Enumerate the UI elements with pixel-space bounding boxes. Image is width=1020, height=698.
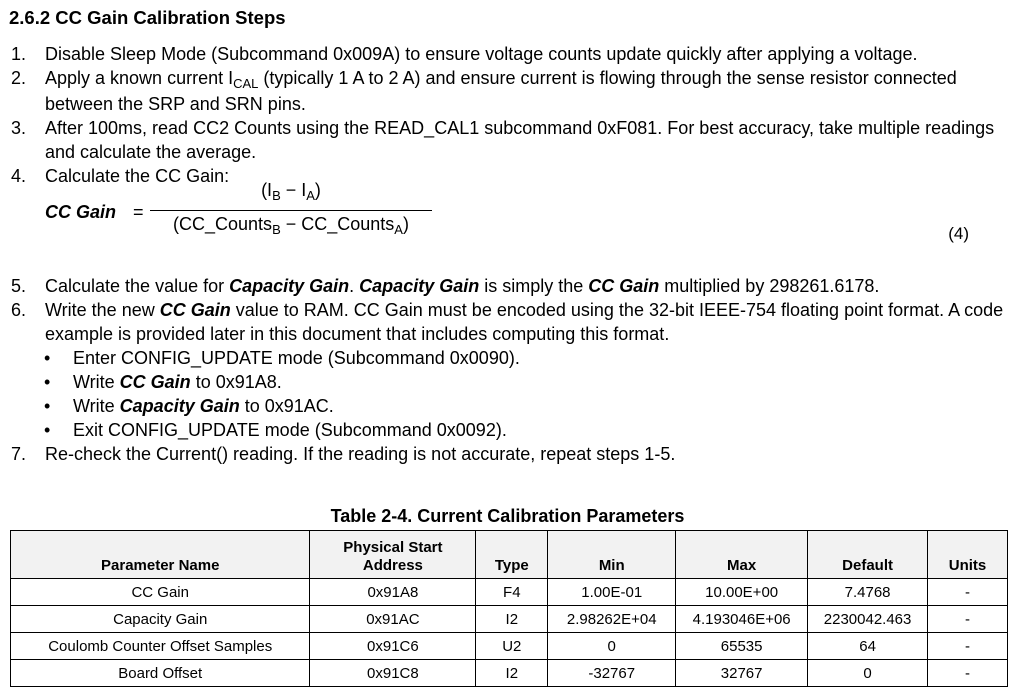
bullet-text-cont: to 0x91AC.: [239, 396, 334, 416]
step-text-cont: value to RAM. CC Gain must be encoded using the 32-bit IEEE-754 floating point format. A code example is provided later in this document that includes computing this format.: [45, 300, 1004, 344]
table-cell: 10.00E+00: [676, 579, 808, 606]
step-text: Write the new: [45, 300, 160, 320]
table-cell: 0: [548, 633, 676, 660]
den-sub-a: A: [394, 222, 403, 237]
current-subscript: CAL: [233, 76, 259, 91]
num-close: ): [314, 180, 321, 200]
table-cell: CC Gain: [11, 579, 310, 606]
den-close: ): [402, 214, 409, 234]
numerator: [150, 180, 432, 201]
table-cell: 1.00E-01: [548, 579, 676, 606]
column-header: Units: [928, 531, 1008, 579]
table-row: [11, 579, 1008, 606]
table-cell: 64: [808, 633, 928, 660]
den-sub-b: B: [272, 222, 281, 237]
bullet-text: Enter CONFIG_UPDATE mode (Subcommand 0x0090).: [73, 348, 520, 368]
column-header: Min: [548, 531, 676, 579]
column-header: Parameter Name: [11, 531, 310, 579]
table-cell: I2: [476, 660, 548, 687]
step-3: [0, 116, 1015, 164]
step-6: [0, 298, 1015, 346]
bullet-icon: •: [44, 420, 51, 440]
table-cell: 0x91A8: [310, 579, 476, 606]
table-cell: -: [928, 579, 1008, 606]
table-cell: U2: [476, 633, 548, 660]
equals-sign: =: [133, 202, 144, 222]
step-number: 7.: [11, 444, 27, 464]
step-number: 3.: [11, 118, 27, 138]
bullet-item: [0, 418, 1015, 442]
step-5: [0, 274, 1015, 298]
den-open: (CC_Counts: [173, 214, 273, 234]
capacity-gain-term: Capacity Gain: [359, 276, 480, 296]
num-open: (I: [261, 180, 273, 200]
fraction: [150, 180, 432, 240]
column-header-text: Physical Start Address: [343, 539, 443, 574]
step-text: Disable Sleep Mode (Subcommand 0x009A) to ensure voltage counts update quickly after applying a voltage.: [45, 44, 918, 64]
table-cell: 7.4768: [808, 579, 928, 606]
step-7: [0, 442, 1015, 466]
denominator: [150, 214, 432, 235]
step-number: 2.: [11, 68, 27, 88]
section-title: 2.6.2 CC Gain Calibration Steps: [9, 7, 286, 28]
column-header: Type: [476, 531, 548, 579]
step-number: 6.: [11, 300, 27, 320]
cc-gain-term: CC Gain: [588, 276, 660, 296]
bullet-item: [0, 370, 1015, 394]
step-text: Apply a known current I: [45, 68, 234, 88]
step-text-cont: multiplied by 298261.6178.: [659, 276, 880, 296]
table-cell: -: [928, 633, 1008, 660]
den-minus: − CC_Counts: [280, 214, 395, 234]
equation-number: (4): [948, 224, 969, 243]
table-cell: 0x91C6: [310, 633, 476, 660]
calibration-steps: [0, 42, 1015, 466]
step-text-cont: (typically 1 A to 2 A) and ensure current is flowing through the sense resistor connected between the SRP and SRN pins.: [45, 68, 957, 114]
table-cell: -: [928, 606, 1008, 633]
table-cell: 2.98262E+04: [548, 606, 676, 633]
table-header-row: [11, 531, 1008, 579]
table-cell: 32767: [676, 660, 808, 687]
bullet-icon: •: [44, 348, 51, 368]
table-cell: 4.193046E+06: [676, 606, 808, 633]
table-cell: F4: [476, 579, 548, 606]
num-sub-a: A: [306, 188, 315, 203]
table-row: [11, 660, 1008, 687]
step-number: 1.: [11, 44, 27, 64]
table-cell: 65535: [676, 633, 808, 660]
step-number: 4.: [11, 166, 27, 186]
num-sub-b: B: [272, 188, 281, 203]
bullet-item: [0, 346, 1015, 370]
cc-gain-term: CC Gain: [159, 300, 231, 320]
step-2: [0, 66, 1015, 116]
equation-label: CC Gain: [45, 202, 117, 222]
fraction-bar: [150, 210, 432, 211]
step-text-cont: .: [349, 276, 360, 296]
cc-gain-term: CC Gain: [119, 372, 191, 392]
step-1: [0, 42, 1015, 66]
table-cell: -: [928, 660, 1008, 687]
bullet-icon: •: [44, 372, 51, 392]
table-cell: 0x91C8: [310, 660, 476, 687]
capacity-gain-term: Capacity Gain: [229, 276, 350, 296]
bullet-text: Exit CONFIG_UPDATE mode (Subcommand 0x0092).: [73, 420, 507, 440]
capacity-gain-term: Capacity Gain: [119, 396, 240, 416]
table-cell: -32767: [548, 660, 676, 687]
table-cell: Capacity Gain: [11, 606, 310, 633]
calibration-parameters-table: [10, 530, 1008, 687]
bullet-icon: •: [44, 396, 51, 416]
table-cell: 0x91AC: [310, 606, 476, 633]
table-row: [11, 633, 1008, 660]
bullet-text-cont: to 0x91A8.: [190, 372, 282, 392]
column-header: Max: [676, 531, 808, 579]
bullet-item: [0, 394, 1015, 418]
step-text: After 100ms, read CC2 Counts using the READ_CAL1 subcommand 0xF081. For best accuracy, take multiple readings and calculate the average.: [45, 118, 995, 162]
step-number: 5.: [11, 276, 27, 296]
table-cell: I2: [476, 606, 548, 633]
table-cell: Coulomb Counter Offset Samples: [11, 633, 310, 660]
num-minus: − I: [280, 180, 307, 200]
table-cell: 2230042.463: [808, 606, 928, 633]
bullet-text: Write: [73, 372, 120, 392]
table-cell: 0: [808, 660, 928, 687]
cc-gain-equation: [0, 180, 1015, 274]
step-text-cont: is simply the: [479, 276, 589, 296]
table-row: [11, 606, 1008, 633]
step-text: Calculate the CC Gain:: [45, 166, 230, 186]
table-cell: Board Offset: [11, 660, 310, 687]
step-text: Calculate the value for: [45, 276, 230, 296]
column-header: Default: [808, 531, 928, 579]
bullet-text: Write: [73, 396, 120, 416]
table-caption: Table 2-4. Current Calibration Parameters: [330, 506, 685, 526]
column-header: [310, 531, 476, 579]
step-text: Re-check the Current() reading. If the reading is not accurate, repeat steps 1-5.: [45, 444, 676, 464]
